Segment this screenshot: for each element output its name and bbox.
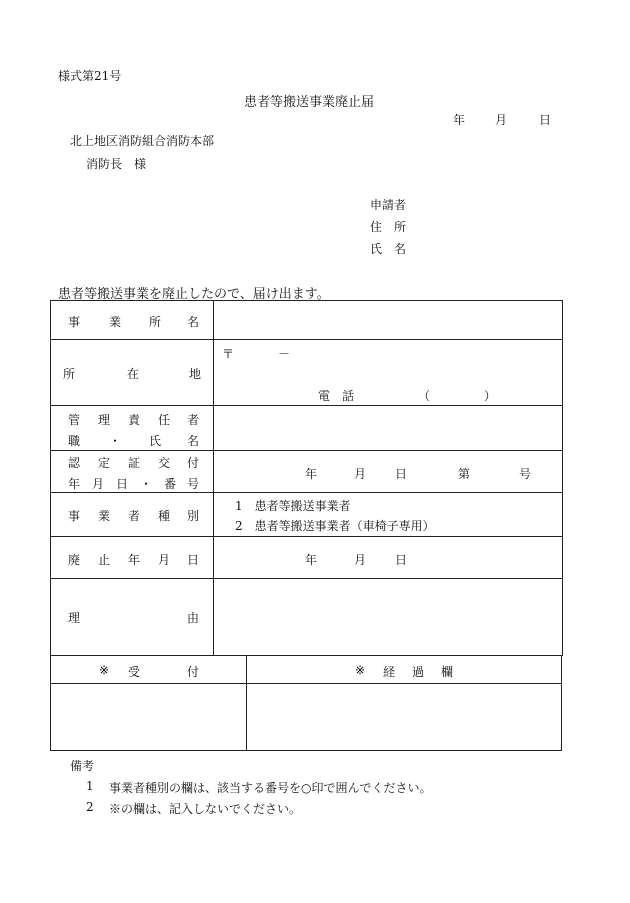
note-2-text: ※の欄は、記入しないでください。 <box>109 802 302 816</box>
business-type-option-2[interactable]: 2 患者等搬送事業者（車椅子専用） <box>235 519 435 533</box>
label-char: 名 <box>187 434 200 448</box>
note-2-num: 2 <box>86 800 94 814</box>
form-number: 様式第21号 <box>58 69 122 83</box>
label-char: 日 <box>116 477 129 491</box>
postal-mark: 〒 <box>222 347 235 361</box>
label-char: 交 <box>158 456 171 470</box>
label-abolish-date <box>51 537 214 579</box>
label-char: 氏 <box>149 434 162 448</box>
cert-month: 月 <box>354 467 367 481</box>
label-char: ・ <box>109 434 122 448</box>
field-business-name[interactable] <box>214 301 563 340</box>
receipt-label-char: 受 <box>128 665 141 679</box>
label-char: 種 <box>158 509 171 523</box>
progress-label-char: 経 <box>383 665 396 679</box>
progress-field[interactable] <box>247 684 561 750</box>
notes-heading: 備考 <box>70 759 95 773</box>
row-certificate <box>51 451 563 493</box>
cert-year: 年 <box>305 467 318 481</box>
business-type-option-1[interactable]: 1 患者等搬送事業者 <box>235 499 351 513</box>
label-char: 地 <box>189 367 202 381</box>
label-char: 管 <box>68 413 81 427</box>
label-char: 日 <box>187 553 200 567</box>
progress-label-char: 過 <box>412 665 425 679</box>
row-reason <box>51 579 563 656</box>
abolish-day: 日 <box>395 553 408 567</box>
office-use-section <box>50 655 562 751</box>
label-char: 止 <box>98 553 111 567</box>
form-title: 患者等搬送事業廃止届 <box>244 95 375 110</box>
row-business-name <box>51 301 563 340</box>
row-manager <box>51 406 563 451</box>
label-char: 付 <box>187 456 200 470</box>
label-char: 定 <box>98 456 111 470</box>
label-char: 業 <box>98 509 111 523</box>
applicant-name: 氏 名 <box>370 242 407 256</box>
date-month: 月 <box>495 113 508 127</box>
label-location <box>51 340 214 406</box>
label-char: 月 <box>92 477 105 491</box>
label-char: 番 <box>164 477 177 491</box>
receipt-field[interactable] <box>51 684 246 750</box>
recipient-person: 消防長 様 <box>86 157 147 171</box>
receipt-label-char: 付 <box>187 665 200 679</box>
row-abolish-date <box>51 537 563 579</box>
applicant-address: 住 所 <box>370 220 407 234</box>
cert-no: 第 <box>458 467 471 481</box>
form-table <box>50 300 563 656</box>
note-1-text: 事業者種別の欄は、該当する番号を○印で囲んでください。 <box>109 781 432 795</box>
row-location <box>51 340 563 406</box>
label-char: 年 <box>68 477 81 491</box>
applicant-heading: 申請者 <box>370 198 407 212</box>
abolish-year: 年 <box>305 553 318 567</box>
receipt-mark: ※ <box>99 663 110 677</box>
label-char: 事 <box>68 509 81 523</box>
recipient-org: 北上地区消防組合消防本部 <box>70 134 215 148</box>
date-year: 年 <box>453 113 466 127</box>
label-char: 事 <box>68 315 81 329</box>
progress-label-char: 欄 <box>441 665 454 679</box>
label-business-type <box>51 493 214 537</box>
cert-go: 号 <box>519 467 532 481</box>
label-char: 業 <box>109 315 122 329</box>
label-reason <box>51 579 214 656</box>
label-char: 証 <box>128 456 141 470</box>
abolish-month: 月 <box>354 553 367 567</box>
label-char: 者 <box>187 413 200 427</box>
label-char: 理 <box>98 413 111 427</box>
phone-paren-open: （ <box>418 389 431 403</box>
label-char: 所 <box>63 367 76 381</box>
label-char: 理 <box>68 611 81 625</box>
intro-text: 患者等搬送事業を廃止したので、届け出ます。 <box>58 287 330 302</box>
field-abolish-date[interactable] <box>214 537 563 579</box>
field-location[interactable] <box>214 340 563 406</box>
label-business-name <box>51 301 214 340</box>
label-manager <box>51 406 214 451</box>
phone-label: 電 話 <box>318 389 355 403</box>
field-reason[interactable] <box>214 579 563 656</box>
label-char: 在 <box>127 367 140 381</box>
label-char: 所 <box>149 315 162 329</box>
label-char: 由 <box>187 611 200 625</box>
note-1-num: 1 <box>86 779 94 793</box>
progress-mark: ※ <box>355 663 366 677</box>
label-char: 別 <box>187 509 200 523</box>
label-char: 責 <box>128 413 141 427</box>
label-char: 廃 <box>68 553 81 567</box>
date-day: 日 <box>539 113 552 127</box>
label-char: 認 <box>68 456 81 470</box>
cert-day: 日 <box>395 467 408 481</box>
row-business-type <box>51 493 563 537</box>
label-char: 年 <box>128 553 141 567</box>
label-char: 者 <box>128 509 141 523</box>
postal-dash: － <box>278 347 291 361</box>
label-char: 職 <box>68 434 81 448</box>
label-char: 号 <box>187 477 200 491</box>
field-manager[interactable] <box>214 406 563 451</box>
label-certificate <box>51 451 214 493</box>
field-business-type[interactable] <box>214 493 563 537</box>
label-char: 月 <box>158 553 171 567</box>
phone-paren-close: ） <box>484 389 497 403</box>
label-char: 任 <box>158 413 171 427</box>
field-certificate[interactable] <box>214 451 563 493</box>
label-char: ・ <box>140 477 153 491</box>
label-char: 名 <box>187 315 200 329</box>
